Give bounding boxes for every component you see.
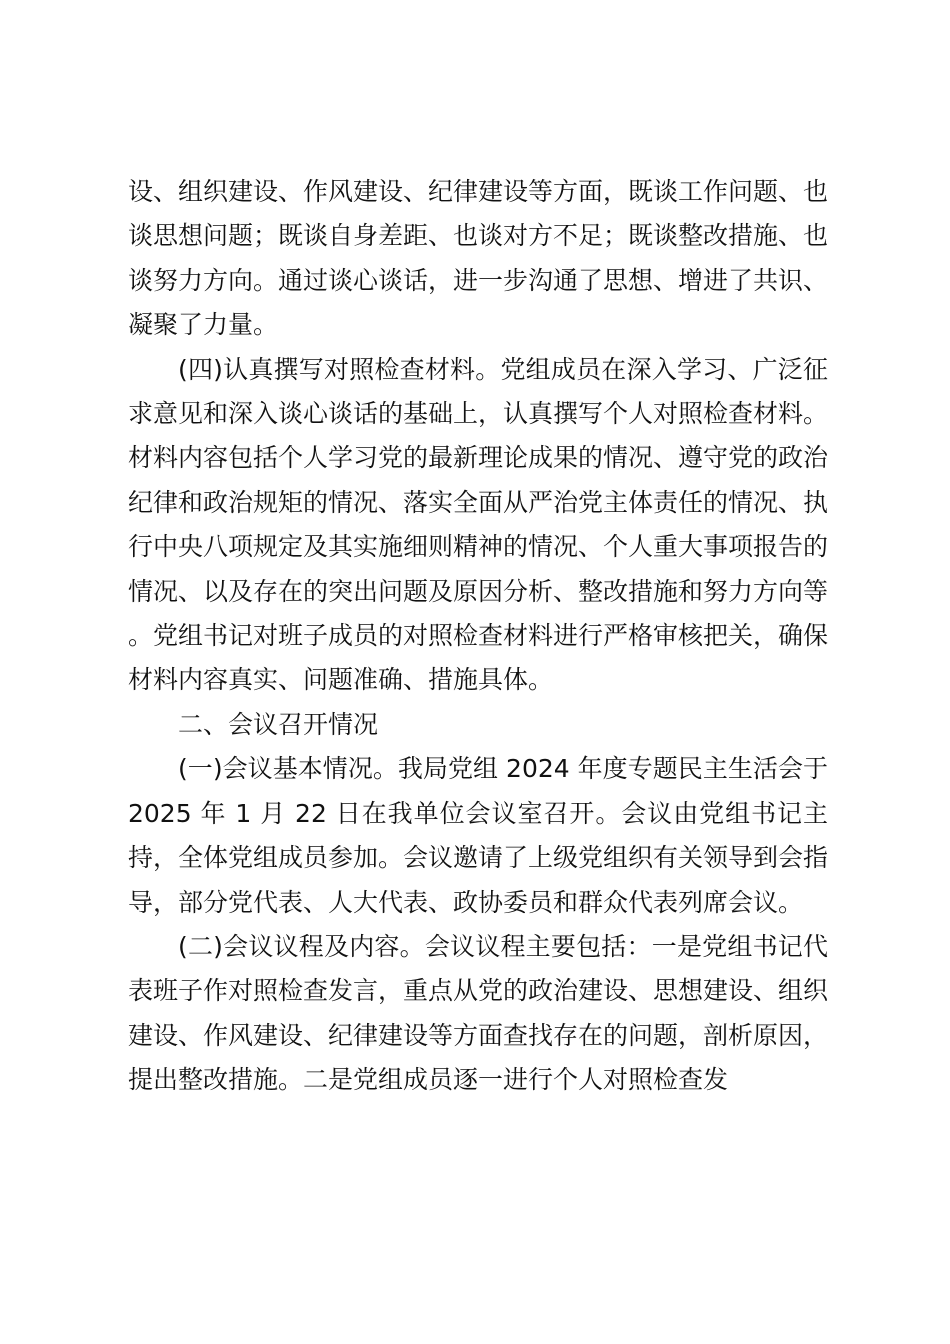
section-heading-2: 二、会议召开情况 <box>178 709 379 739</box>
paragraph-meeting-agenda: (二)会议议程及内容。会议议程主要包括：一是党组书记代表班子作对照检查发言，重点从党的政治建设、思想建设、组织建设、作风建设、纪律建设等方面查找存在的问题，剖析原因，提出整改措施。二是党组成员逐一进行个人对照检查发 <box>128 931 829 1095</box>
paragraph-section-4: (四)认真撰写对照检查材料。党组成员在深入学习、广泛征求意见和深入谈心谈话的基础上，认真撰写个人对照检查材料。材料内容包括个人学习党的最新理论成果的情况、遵守党的政治纪律和政治规矩的情况、落实全面从严治党主体责任的情况、执行中央八项规定及其实施细则精神的情况、个人重大事项报告的情况、以及存在的突出问题及原因分析、整改措施和努力方向等。党组书记对班子成员的对照检查材料进行严格审核把关，确保材料内容真实、问题准确、措施具体。 <box>128 354 829 695</box>
document-body <box>128 170 828 1103</box>
paragraph-continued: 设、组织建设、作风建设、纪律建设等方面，既谈工作问题、也谈思想问题；既谈自身差距、也谈对方不足；既谈整改措施、也谈努力方向。通过谈心谈话，进一步沟通了思想、增进了共识、凝聚了力量。 <box>128 177 829 340</box>
paragraph-meeting-basics: (一)会议基本情况。我局党组 2024 年度专题民主生活会于 2025 年 1 月 22 日在我单位会议室召开。会议由党组书记主持，全体党组成员参加。会议邀请了上级党组织有关领导到会指导，部分党代表、人大代表、政协委员和群众代表列席会议。 <box>128 754 829 917</box>
